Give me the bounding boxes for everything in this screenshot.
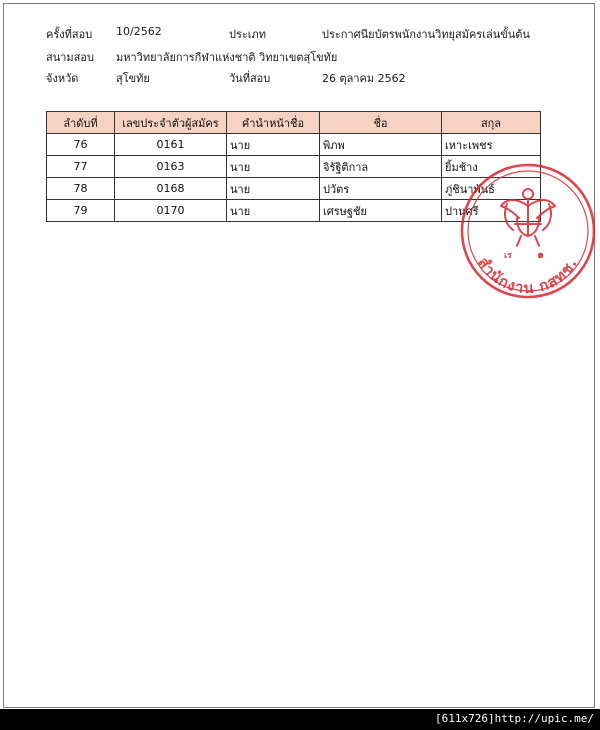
province-label: จังหวัด — [46, 72, 79, 85]
cell-last-name: ปานศรี — [442, 200, 541, 222]
seal-caption: สำนักงาน กสทช. — [474, 253, 582, 298]
cell-applicant-id: 0170 — [115, 200, 227, 222]
cell-last-name: ยิ้มช้าง — [442, 156, 541, 178]
cell-title: นาย — [227, 156, 320, 178]
cell-last-name: เหาะเพชร — [442, 134, 541, 156]
type-value: ประกาศนียบัตรพนักงานวิทยุสมัครเล่นขั้นต้น — [322, 28, 530, 41]
cell-applicant-id: 0161 — [115, 134, 227, 156]
cell-first-name: ปวัตร — [320, 178, 442, 200]
cell-first-name: พิภพ — [320, 134, 442, 156]
venue-label: สนามสอบ — [46, 51, 94, 64]
cell-first-name: จิรัฐิติกาล — [320, 156, 442, 178]
type-label: ประเภท — [229, 28, 267, 41]
venue-value: มหาวิทยาลัยการกีฬาแห่งชาติ วิทยาเขตสุโขทัย — [116, 51, 338, 64]
table-header-row — [47, 112, 541, 134]
cell-applicant-id: 0168 — [115, 178, 227, 200]
garuda-emblem — [501, 189, 555, 246]
cell-order: 77 — [47, 156, 115, 178]
exam-date-label: วันที่สอบ — [229, 72, 271, 85]
round-label: ครั้งที่สอบ — [46, 28, 93, 41]
document-page — [3, 3, 595, 708]
table-row — [47, 134, 541, 156]
svg-text:เร๑: เร ๑ — [504, 248, 544, 261]
column-header-first-name: ชื่อ — [320, 112, 442, 134]
cell-order: 78 — [47, 178, 115, 200]
cell-order: 76 — [47, 134, 115, 156]
cell-title: นาย — [227, 134, 320, 156]
column-header-title: คำนำหน้าชื่อ — [227, 112, 320, 134]
exam-date-value: 26 ตุลาคม 2562 — [322, 72, 406, 85]
cell-title: นาย — [227, 178, 320, 200]
province-value: สุโขทัย — [116, 72, 150, 85]
cell-first-name: เศรษฐชัย — [320, 200, 442, 222]
cell-applicant-id: 0163 — [115, 156, 227, 178]
column-header-order: ลำดับที่ — [47, 112, 115, 134]
cell-title: นาย — [227, 200, 320, 222]
image-host-caption: [611x726]http://upic.me/ — [435, 712, 594, 725]
image-host-footer — [0, 709, 600, 730]
cell-order: 79 — [47, 200, 115, 222]
column-header-applicant-id: เลขประจำตัวผู้สมัคร — [115, 112, 227, 134]
official-seal-stamp — [455, 158, 600, 304]
cell-last-name: ภู่ชินาพันธ์ — [442, 178, 541, 200]
column-header-last-name: สกุล — [442, 112, 541, 134]
round-value: 10/2562 — [116, 25, 162, 38]
